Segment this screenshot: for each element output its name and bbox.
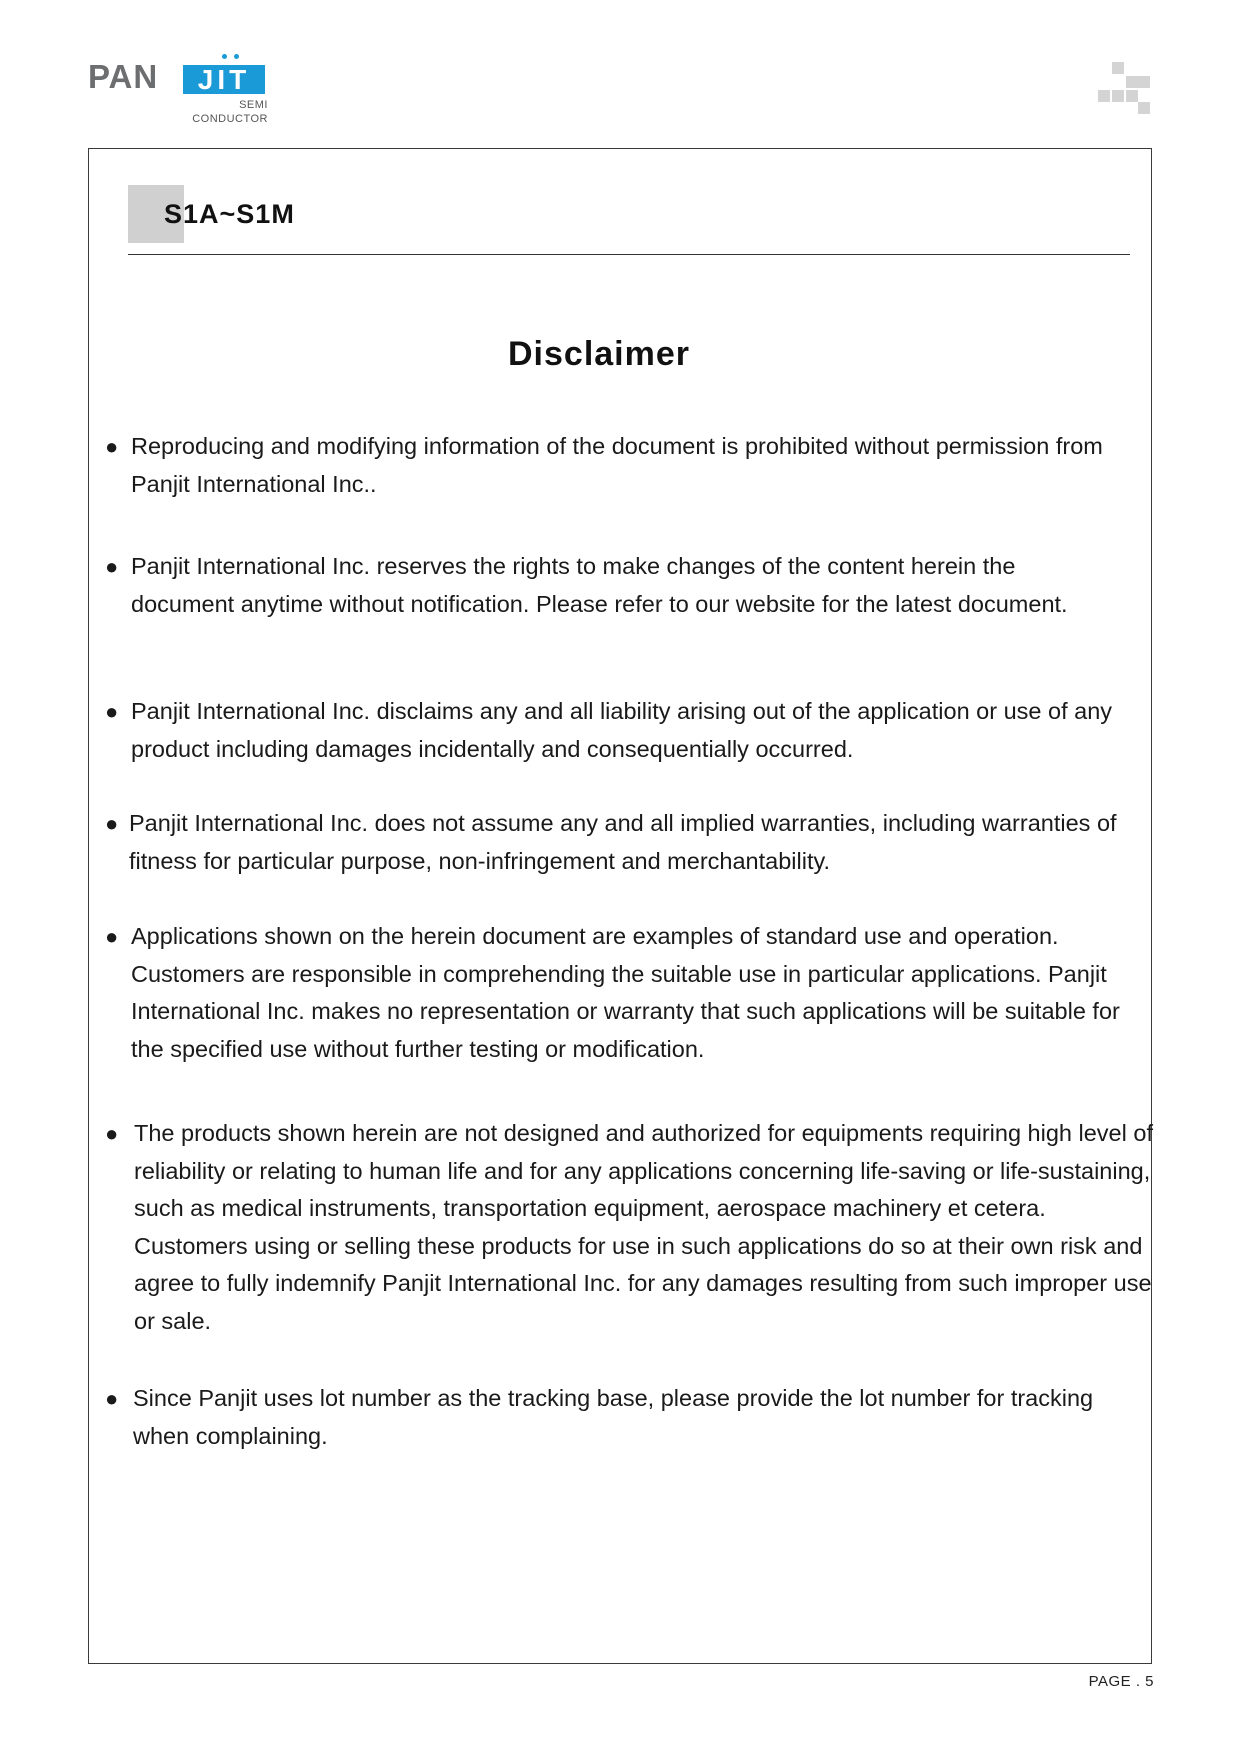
list-item-text: Applications shown on the herein document are examples of standard use and operation. Customers are responsible in comprehending the suitable use in particular applications. Panjit International Inc. makes no representation or warranty that such applications will be suitable for the specified use without further testing or modification.: [131, 923, 1120, 1062]
bullet-icon: ●: [105, 924, 119, 949]
list-item-text: Panjit International Inc. reserves the rights to make changes of the content herein the document anytime without notification. Please refer to our website for the latest document.: [131, 553, 1068, 617]
bullet-icon: ●: [105, 699, 119, 724]
bullet-icon: ●: [105, 434, 119, 459]
decorative-squares-icon: [1098, 62, 1152, 118]
bullet-icon: ●: [105, 811, 119, 836]
list-item-text: Since Panjit uses lot number as the tracking base, please provide the lot number for tracking when complaining.: [133, 1385, 1094, 1449]
panjit-logo: [88, 54, 268, 130]
bullet-icon: ●: [105, 554, 119, 579]
logo-dots-icon: [220, 54, 246, 62]
section-title: Disclaimer: [508, 335, 690, 373]
bullet-icon: ●: [105, 1386, 119, 1411]
list-item-text: Panjit International Inc. disclaims any and all liability arising out of the application or use of any product including damages incidentally and consequentially occurred.: [131, 698, 1113, 762]
list-item-text: Panjit International Inc. does not assume any and all implied warranties, including warranties of fitness for particular purpose, non-infringement and merchantability.: [129, 810, 1117, 874]
list-item-text: Reproducing and modifying information of the document is prohibited without permission from Panjit International Inc..: [131, 433, 1103, 497]
logo-sub-line2: CONDUCTOR: [192, 113, 268, 125]
part-title-bar: [128, 185, 1130, 255]
list-item-text: The products shown herein are not designed and authorized for equipments requiring high level of reliability or relating to human life and for any applications concerning life-saving or life-sustaining, such as medical instruments, transportation equipment, aerospace machinery et cetera. Customers using or selling these products for use in such applications do so at their own risk and agree to fully indemnify Panjit International Inc. for any damages resulting from such improper use or sale.: [134, 1120, 1153, 1334]
part-number: S1A~S1M: [164, 199, 295, 229]
bullet-icon: ●: [105, 1121, 119, 1146]
logo-brand-left: PAN: [88, 58, 159, 95]
logo-sub-line1: SEMI: [239, 99, 268, 111]
page-number: PAGE . 5: [1088, 1673, 1154, 1690]
logo-brand-right: JIT: [183, 65, 265, 94]
